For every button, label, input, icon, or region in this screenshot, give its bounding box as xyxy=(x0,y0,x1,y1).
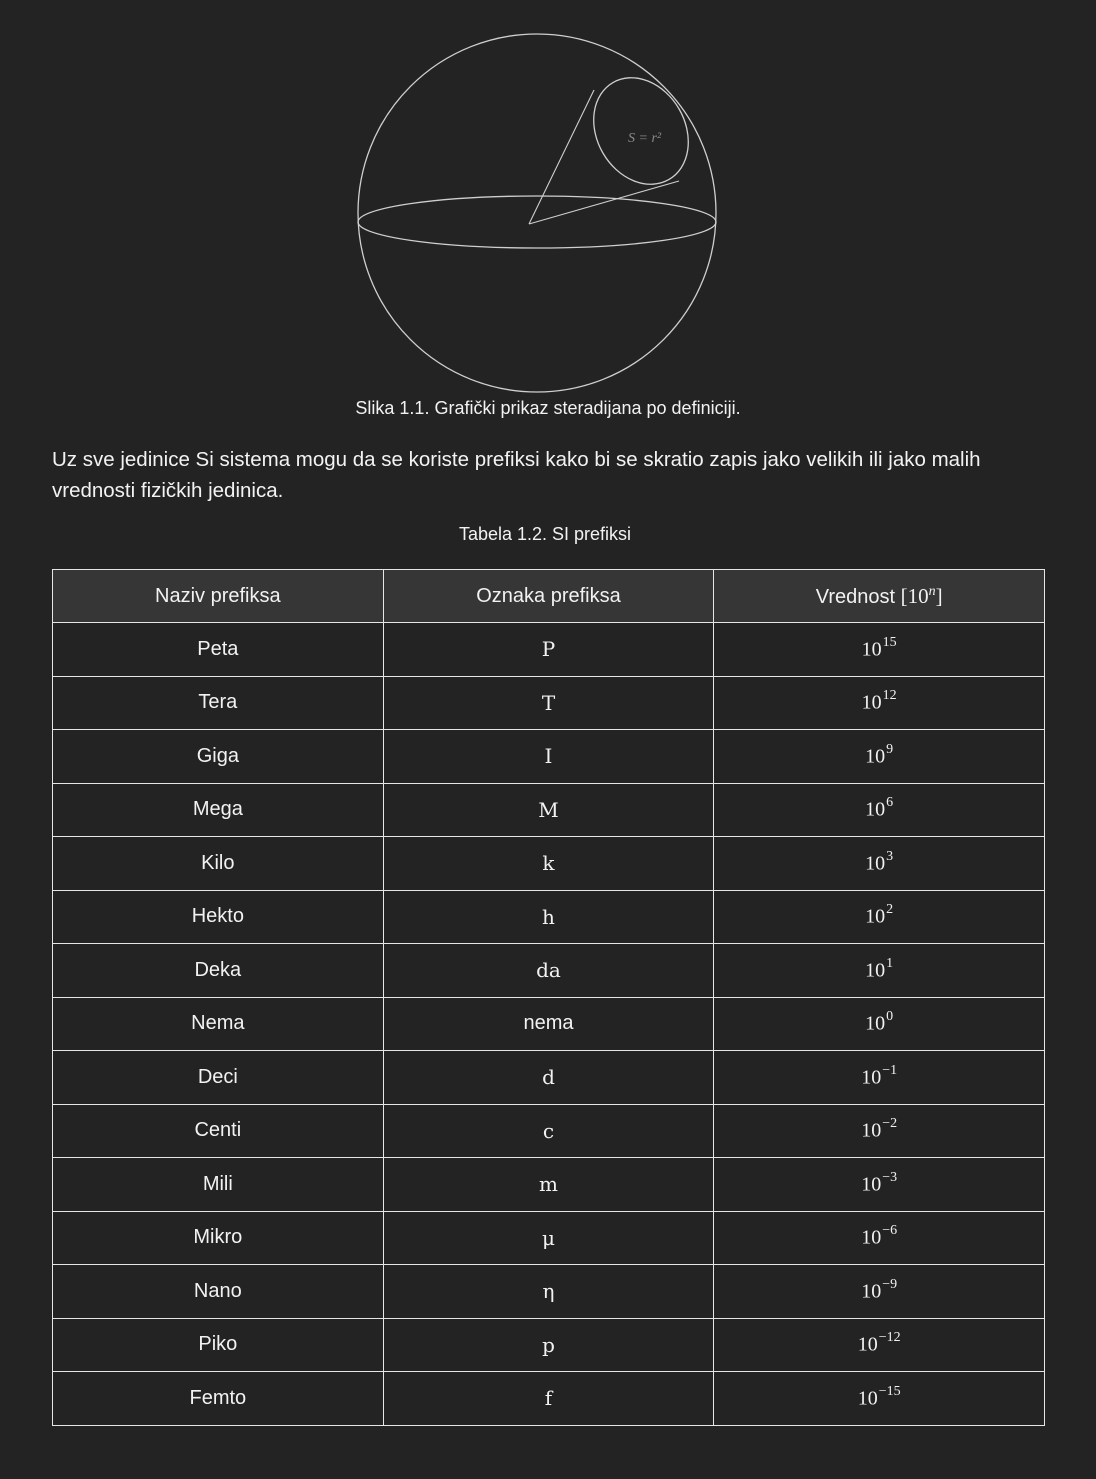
header-prefix-name: Naziv prefiksa xyxy=(53,570,384,623)
prefix-value-cell xyxy=(714,1051,1045,1105)
prefix-value-cell xyxy=(714,1158,1045,1212)
value-exponent: 9 xyxy=(886,741,894,757)
table-row xyxy=(53,1051,1045,1105)
prefix-name-cell: Mega xyxy=(53,783,384,837)
table-row xyxy=(53,1104,1045,1158)
value-exponent: 12 xyxy=(882,688,897,704)
value-base: 10 xyxy=(861,1280,882,1303)
table-row xyxy=(53,944,1045,998)
prefix-name-cell: Mikro xyxy=(53,1211,384,1265)
prefix-name-cell: Mili xyxy=(53,1158,384,1212)
table-row xyxy=(53,730,1045,784)
value-exponent: −12 xyxy=(878,1330,901,1346)
value-exponent: 1 xyxy=(886,955,894,971)
prefix-value-cell xyxy=(714,1104,1045,1158)
value-base: 10 xyxy=(857,1387,878,1410)
figure-caption: Slika 1.1. Grafički prikaz steradijana po definiciji. xyxy=(355,398,741,418)
prefix-symbol-cell: c xyxy=(383,1104,714,1158)
prefix-symbol-cell: nema xyxy=(383,997,714,1051)
value-base: 10 xyxy=(865,959,886,982)
table-row xyxy=(53,623,1045,677)
prefix-value-cell xyxy=(714,1318,1045,1372)
header-value xyxy=(714,570,1045,623)
value-base: 10 xyxy=(861,638,882,661)
prefix-symbol-cell: T xyxy=(383,676,714,730)
table-row xyxy=(53,890,1045,944)
prefix-symbol-cell: da xyxy=(383,944,714,998)
prefix-name-cell: Hekto xyxy=(53,890,384,944)
prefix-symbol-cell: h xyxy=(383,890,714,944)
area-formula: S = r² xyxy=(628,131,662,146)
value-base: 10 xyxy=(865,852,886,875)
prefix-symbol-cell: P xyxy=(383,623,714,677)
prefix-name-cell: Kilo xyxy=(53,837,384,891)
value-base: 10 xyxy=(861,1120,882,1143)
prefix-symbol-cell: μ xyxy=(383,1211,714,1265)
value-exponent: −3 xyxy=(882,1169,898,1185)
prefix-value-cell xyxy=(714,783,1045,837)
table-row xyxy=(53,837,1045,891)
prefix-symbol-cell: k xyxy=(383,837,714,891)
table-row xyxy=(53,1158,1045,1212)
header-prefix-symbol: Oznaka prefiksa xyxy=(383,570,714,623)
prefix-symbol-cell: f xyxy=(383,1372,714,1426)
table-body xyxy=(53,623,1045,1426)
prefix-value-cell xyxy=(714,890,1045,944)
value-base: 10 xyxy=(861,692,882,715)
si-prefix-table xyxy=(52,569,1045,1426)
value-exponent: −9 xyxy=(882,1276,898,1292)
steradian-figure xyxy=(0,0,1096,430)
table-caption: Tabela 1.2. SI prefiksi xyxy=(458,524,632,544)
value-exponent: −2 xyxy=(882,1116,898,1132)
value-exponent: 15 xyxy=(882,634,897,650)
prefix-value-cell xyxy=(714,944,1045,998)
value-exponent: −6 xyxy=(882,1223,898,1239)
prefix-name-cell: Giga xyxy=(53,730,384,784)
header-value-unit: [10$^n$] xyxy=(900,583,943,608)
value-base: 10 xyxy=(865,906,886,929)
body-paragraph: Uz sve jedinice Si sistema mogu da se koriste prefiksi kako bi se skratio zapis jako velikih ili jako malih vrednosti fizičkih jedinica. xyxy=(52,448,981,502)
value-base: 10 xyxy=(861,1227,882,1250)
value-base: 10 xyxy=(857,1334,878,1357)
prefix-symbol-cell: η xyxy=(383,1265,714,1319)
prefix-value-cell xyxy=(714,676,1045,730)
value-base: 10 xyxy=(865,1013,886,1036)
value-exponent: 0 xyxy=(886,1009,894,1025)
table-row xyxy=(53,676,1045,730)
value-exponent: −1 xyxy=(882,1062,898,1078)
table-row xyxy=(53,1211,1045,1265)
table-row xyxy=(53,997,1045,1051)
prefix-symbol-cell: d xyxy=(383,1051,714,1105)
prefix-value-cell xyxy=(714,837,1045,891)
prefix-name-cell: Deci xyxy=(53,1051,384,1105)
table-row xyxy=(53,1265,1045,1319)
prefix-symbol-cell: I xyxy=(383,730,714,784)
prefix-name-cell: Centi xyxy=(53,1104,384,1158)
value-base: 10 xyxy=(865,745,886,768)
prefix-name-cell: Nema xyxy=(53,997,384,1051)
value-exponent: −15 xyxy=(878,1383,901,1399)
value-exponent: 3 xyxy=(886,848,894,864)
value-exponent: 6 xyxy=(886,795,894,811)
prefix-value-cell xyxy=(714,730,1045,784)
prefix-value-cell xyxy=(714,1265,1045,1319)
prefix-name-cell: Peta xyxy=(53,623,384,677)
table-row xyxy=(53,1372,1045,1426)
table-row xyxy=(53,1318,1045,1372)
prefix-symbol-cell: M xyxy=(383,783,714,837)
cone-line-upper xyxy=(529,90,594,224)
value-base: 10 xyxy=(861,1066,882,1089)
value-base: 10 xyxy=(861,1173,882,1196)
value-exponent: 2 xyxy=(886,902,894,918)
table-header-row xyxy=(53,570,1045,623)
sphere-outline xyxy=(358,34,716,392)
prefix-value-cell xyxy=(714,623,1045,677)
prefix-name-cell: Femto xyxy=(53,1372,384,1426)
prefix-symbol-cell: p xyxy=(383,1318,714,1372)
prefix-symbol-cell: m xyxy=(383,1158,714,1212)
prefix-value-cell xyxy=(714,1211,1045,1265)
prefix-name-cell: Tera xyxy=(53,676,384,730)
prefix-name-cell: Deka xyxy=(53,944,384,998)
table-row xyxy=(53,783,1045,837)
steradian-diagram xyxy=(0,0,1096,400)
value-base: 10 xyxy=(865,799,886,822)
prefix-value-cell xyxy=(714,997,1045,1051)
prefix-name-cell: Piko xyxy=(53,1318,384,1372)
header-value-label: Vrednost xyxy=(815,585,896,608)
prefix-name-cell: Nano xyxy=(53,1265,384,1319)
prefix-value-cell xyxy=(714,1372,1045,1426)
